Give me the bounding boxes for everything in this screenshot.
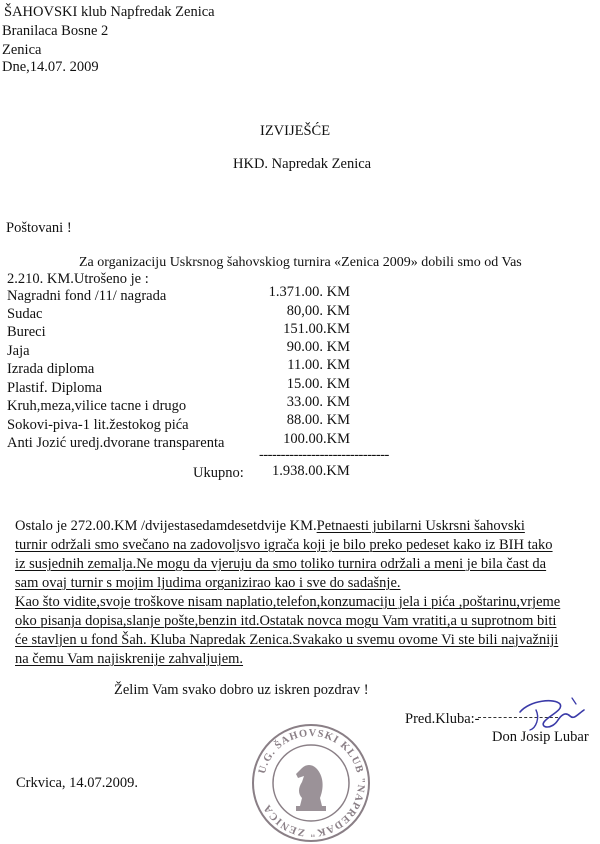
salutation: Poštovani ! [6, 220, 72, 236]
expense-label: Kruh,meza,vilice tacne i drugo [7, 398, 187, 414]
club-street: Branilaca Bosne 2 [2, 23, 109, 39]
expense-amount: 1.371.00. KM [268, 284, 350, 300]
place-date: Crkvica, 14.07.2009. [16, 775, 139, 791]
expense-amount: 80,00. KM [286, 303, 350, 319]
signature-name: Don Josip Lubar [492, 729, 589, 745]
expense-amount: 11.00. KM [287, 357, 350, 373]
expense-amount: 100.00.KM [283, 431, 350, 447]
expense-amount: 33.00. KM [286, 394, 350, 410]
body-line-3: iz susjednih zemalja.Ne mogu da vjeruju da smo toliko turnira održali a meni je bila čast da [15, 556, 547, 572]
body-line-1 [15, 519, 525, 534]
recipient: HKD. Napredak Zenica [233, 156, 372, 172]
body-line-4: sam ovaj turnir s mojim ljudima organizirao kao i sve do sadašnje. [15, 575, 401, 591]
document-title: IZVIJEŠĆE [260, 123, 331, 139]
body-line-8: na čemu Vam najiskrenije zahvaljujem. [15, 651, 244, 667]
club-stamp [250, 722, 372, 844]
expense-label: Sudac [7, 306, 43, 322]
expense-amount: 90.00. KM [286, 339, 350, 355]
body-line-1-start: Ostalo je 272.00.KM /dvijestasedamdesetdvije KM. [15, 518, 317, 534]
expense-amount: 151.00.KM [283, 321, 350, 337]
letter-date: Dne,14.07. 2009 [2, 59, 99, 75]
body-line-5: Kao što vidite,svoje troškove nisam naplatio,telefon,konzumaciju jela i pića ,poštarinu,vrjeme [15, 594, 561, 610]
signature-label: Pred.Kluba:- [405, 711, 480, 727]
intro-line-2: 2.210. KM.Utrošeno je : [7, 271, 149, 287]
expense-amount: 15.00. KM [286, 376, 350, 392]
expense-label: Anti Jozić uredj.dvorane transparenta [7, 435, 225, 451]
svg-text:U.G. ŠAHOVSKI KLUB "NAPREDAK": U.G. ŠAHOVSKI KLUB "NAPREDAK" ZENICA [256, 727, 367, 839]
expense-label: Jaja [7, 343, 30, 359]
expense-label: Izrada diploma [7, 361, 95, 377]
total-separator: ------------------------------ [259, 447, 389, 463]
total-label: Ukupno: [193, 465, 244, 481]
club-city: Zenica [2, 42, 42, 58]
total-amount: 1.938.00.KM [272, 463, 350, 479]
closing-greeting: Želim Vam svako dobro uz iskren pozdrav ! [114, 682, 369, 698]
body-line-6: oko pisanja dopisa,slanje pošte,benzin itd.Ostatak novca mogu Vam vratiti,a u suprotnom biti [15, 613, 557, 629]
body-line-7: će stavljen u fond Šah. Kluba Napredak Zenica.Svakako u svemu ovome Vi ste bili najvažniji [15, 632, 559, 648]
body-line-1-underlined: Petnaesti jubilarni Uskrsni šahovski [316, 518, 525, 534]
handwritten-signature [500, 690, 590, 735]
club-name: ŠAHOVSKI klub Napfredak Zenica [4, 4, 215, 20]
expense-amount: 88.00. KM [286, 412, 350, 428]
intro-line-1: Za organizaciju Uskrsnog šahovskiog turnira «Zenica 2009» dobili smo od Vas [79, 255, 522, 270]
expense-label: Nagradni fond /11/ nagrada [7, 288, 167, 304]
expense-label: Sokovi-piva-1 lit.žestokog pića [7, 417, 189, 433]
expense-label: Plastif. Diploma [7, 380, 103, 396]
expense-label: Bureci [7, 324, 46, 340]
body-line-2: turnir održali smo svečano na zadovoljsvo igrača koji je bilo preko pedeset kako iz BIH tako [15, 537, 553, 553]
